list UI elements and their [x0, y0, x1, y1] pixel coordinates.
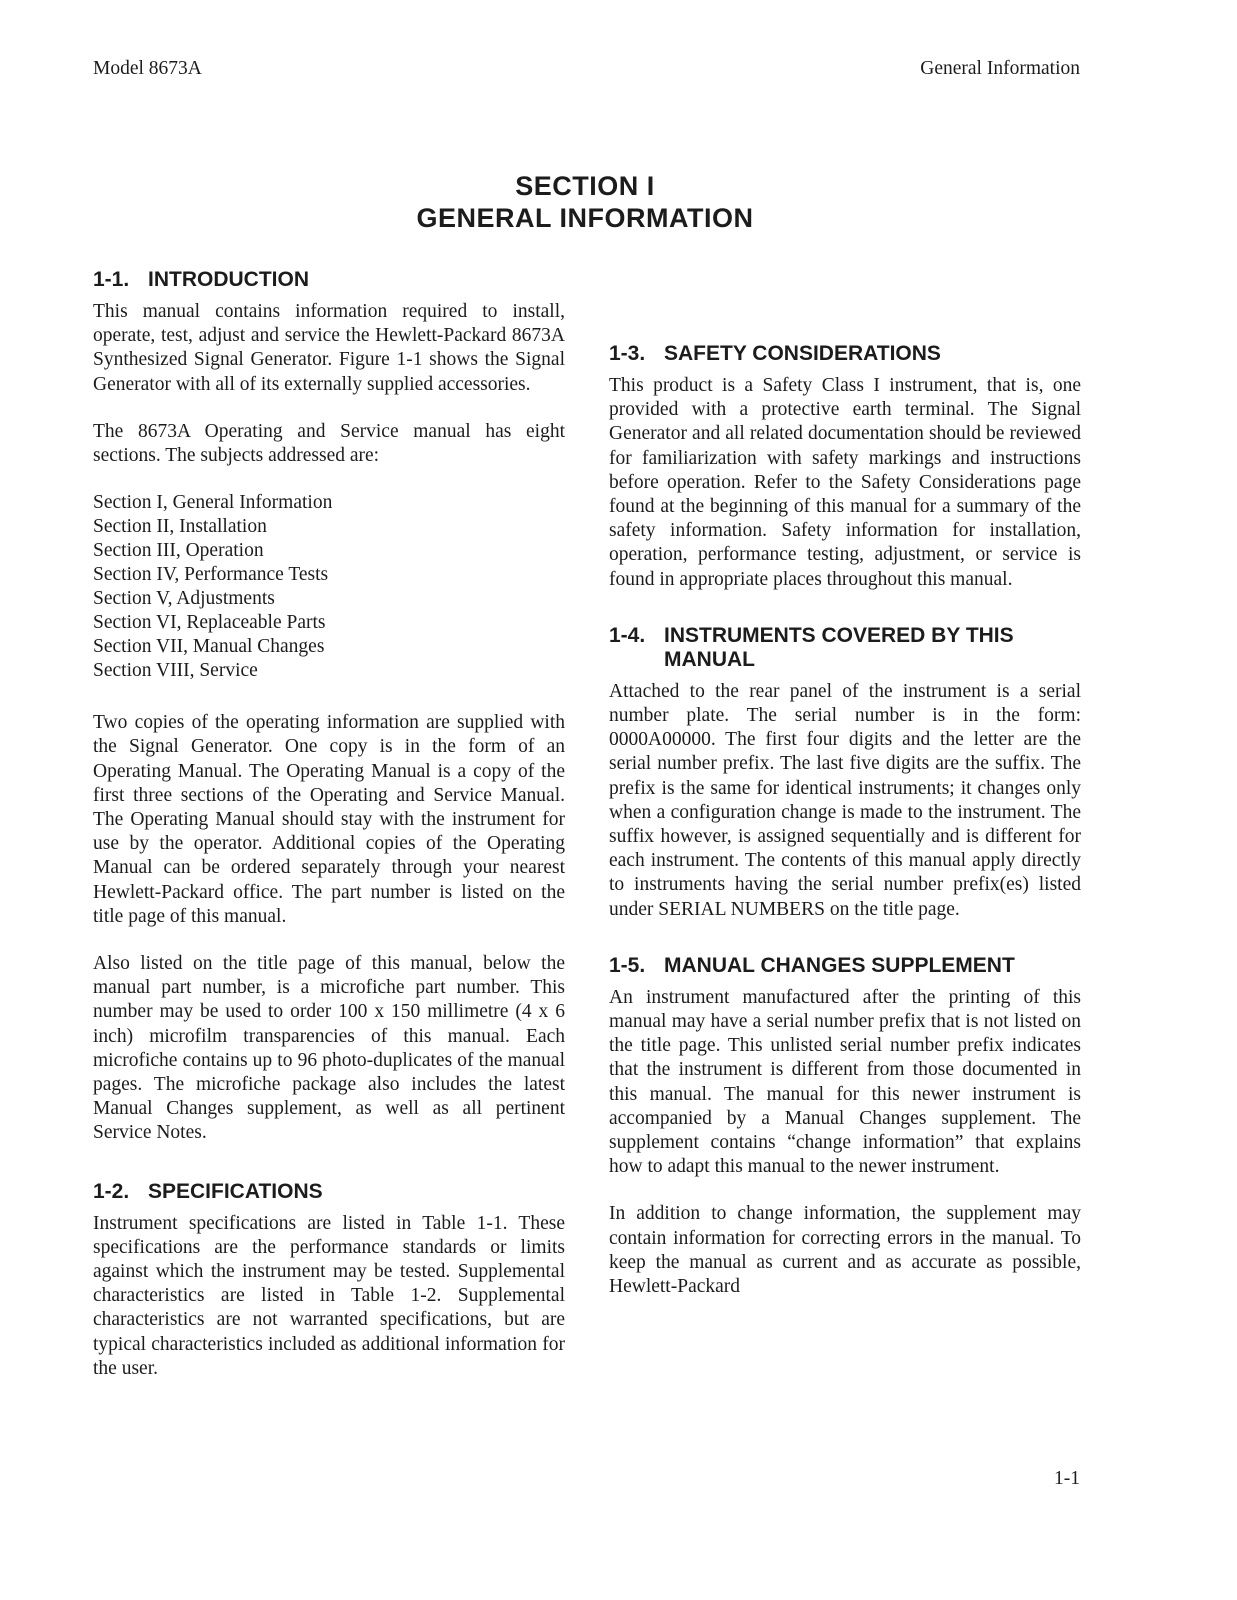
heading-manual-changes [609, 954, 1081, 978]
heading-number: 1-5. [609, 953, 646, 977]
heading-specifications [93, 1180, 565, 1204]
list-item: Section VII, Manual Changes [93, 636, 325, 658]
specifications-paragraph: Instrument specifications are listed in Table 1-1. These specifications are the performance standards or limits against which the instrument may be tested. Supplemental characteristics are listed in Table 1-2. Supplemental characteristics are not warranted specifications, but are typical characteristics included as additional information for the user. [93, 1212, 565, 1379]
heading-title: SAFETY CONSIDERATIONS [664, 342, 941, 365]
heading-introduction [93, 268, 565, 292]
manual-changes-paragraph-1: An instrument manufactured after the printing of this manual may have a serial number prefix that is not listed on the title page. This unlisted serial number prefix indicates that the instrument is different from those documented in this manual. The manual for this newer instrument is accompanied by a Manual Changes supplement. The supplement contains “change information” that explains how to adapt this manual to the newer instrument. [609, 986, 1081, 1178]
continued-text-spacer [609, 268, 1081, 342]
heading-safety [609, 342, 1081, 366]
model-label: Model 8673A [93, 58, 202, 79]
intro-paragraph-1: This manual contains information required to install, operate, test, adjust and service the Hewlett-Packard 8673A Synthesized Signal Generator. Figure 1-1 shows the Signal Generator with all of its externally supplied accessories. [93, 301, 565, 395]
heading-number: 1-1. [93, 268, 130, 291]
intro-paragraph-4: Also listed on the title page of this manual, below the manual part number, is a microfiche part number. This number may be used to order 100 x 150 millimetre (4 x 6 inch) microfilm transparencies of this manual. Each microfiche contains up to 96 photo-duplicates of the manual pages. The microfiche package also includes the latest Manual Changes supplement, as well as all pertinent Service Notes. [93, 953, 565, 1144]
heading-title: SPECIFICATIONS [148, 1179, 323, 1203]
intro-paragraph-2: The 8673A Operating and Service manual has eight sections. The subjects addressed are: [93, 420, 565, 467]
intro-paragraph-3: Two copies of the operating information are supplied with the Signal Generator. One copy is in the form of an Operating Manual. The Operating Manual is a copy of the first three sections of the Operating and Service Manual. The Operating Manual should stay with the instrument for use by the operator. Additional copies of the Operating Manual can be ordered separately through your nearest Hewlett-Packard office. The part number is listed on the title page of this manual. [93, 712, 565, 927]
instruments-paragraph: Attached to the rear panel of the instrument is a serial number plate. The serial number is in the form: 0000A00000. The first four digits and the letter are the serial number prefix. The last five digits are the suffix. The prefix is the same for identical instruments; it changes only when a configuration change is made to the instrument. The suffix however, is assigned sequentially and is different for each instrument. The contents of this manual apply directly to instruments having the serial number prefix(es) listed under SERIAL NUMBERS on the title page. [609, 680, 1081, 920]
section-list [93, 491, 565, 683]
section-name: GENERAL INFORMATION [416, 203, 754, 233]
safety-paragraph: This product is a Safety Class I instrument, that is, one provided with a protective earth terminal. The Signal Generator and all related documentation should be reviewed for familiarization with safety markings and instructions before operation. Refer to the Safety Considerations page found at the beginning of this manual for a summary of the safety information. Safety information for installation, operation, performance testing, adjustment, or service is found in appropriate places throughout this manual. [609, 375, 1081, 590]
list-item: Section I, General Information [93, 492, 333, 514]
heading-number: 1-2. [93, 1179, 130, 1203]
page-number: 1-1 [1054, 1468, 1080, 1489]
list-item: Section VIII, Service [93, 660, 258, 682]
list-item: Section VI, Replaceable Parts [93, 612, 326, 634]
heading-title: INSTRUMENTS COVERED BY THIS MANUAL [664, 623, 1014, 671]
list-item: Section III, Operation [93, 540, 264, 562]
heading-title: INTRODUCTION [148, 268, 309, 291]
list-item: Section II, Installation [93, 516, 267, 538]
left-column [93, 268, 565, 1404]
list-item: Section V, Adjustments [93, 588, 275, 610]
heading-title: MANUAL CHANGES SUPPLEMENT [664, 953, 1015, 977]
right-column [609, 268, 1081, 1322]
list-item: Section IV, Performance Tests [93, 564, 329, 586]
section-number: SECTION I [515, 171, 655, 201]
heading-number: 1-4. [609, 623, 646, 647]
heading-number: 1-3. [609, 342, 646, 365]
chapter-label: General Information [920, 58, 1080, 79]
heading-instruments-covered [609, 624, 1081, 672]
page-header [93, 58, 1080, 88]
manual-changes-paragraph-2: In addition to change information, the supplement may contain information for correcting errors in the manual. To keep the manual as current and as accurate as possible, Hewlett-Packard [609, 1203, 1081, 1298]
section-title [0, 170, 1170, 234]
